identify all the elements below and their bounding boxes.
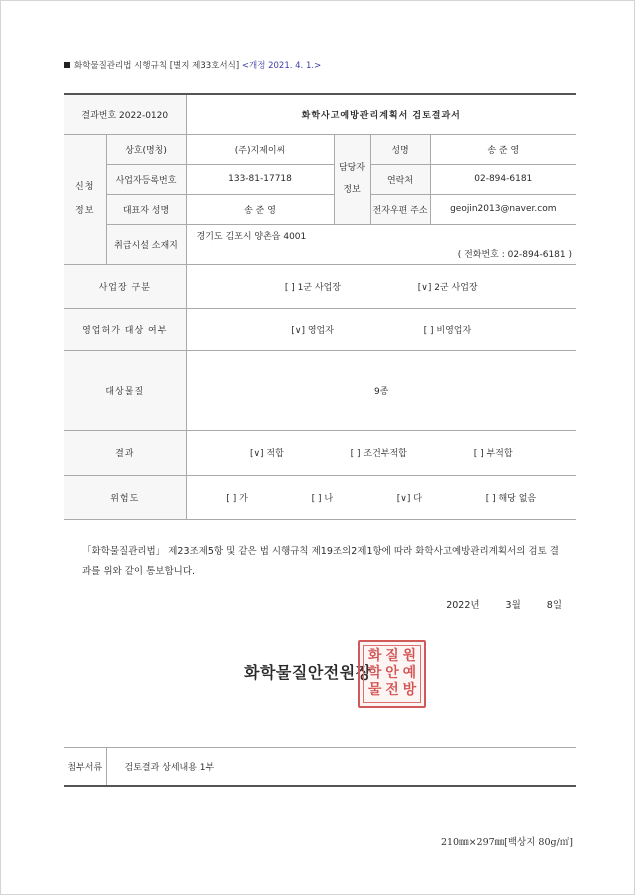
contact-name-label: 성명 xyxy=(370,134,430,164)
company-name-value: (주)지제이씨 xyxy=(186,134,334,164)
contact-phone-label: 연락처 xyxy=(370,164,430,194)
seal-glyph: 안 xyxy=(385,664,399,681)
result-option-conditional[interactable]: [ ] 조건부적합 xyxy=(350,449,407,460)
representative-label: 대표자 성명 xyxy=(106,194,186,224)
bullet-square-icon xyxy=(64,62,70,68)
official-seal xyxy=(358,640,426,708)
form-header-note xyxy=(64,59,321,71)
site-type-options xyxy=(186,264,576,308)
business-reg-label: 사업자등록번호 xyxy=(106,164,186,194)
seal-glyph: 원 xyxy=(402,647,417,664)
contact-phone-value: 02-894-6181 xyxy=(430,164,576,194)
seal-glyph: 물 xyxy=(367,682,382,699)
site-type-label: 사업장 구분 xyxy=(64,264,186,308)
seal-glyph: 방 xyxy=(402,682,417,699)
seal-glyph: 전 xyxy=(385,682,399,699)
contact-name-value: 송 준 영 xyxy=(430,134,576,164)
target-substances-label: 대상물질 xyxy=(64,351,186,431)
form-legal-reference: 화학물질관리법 시행규칙 [별지 제33호서식] xyxy=(74,61,240,71)
business-permit-label: 영업허가 대상 여부 xyxy=(64,309,186,351)
attachment-value: 검토결과 상세내용 1부 xyxy=(106,748,576,786)
seal-glyph: 질 xyxy=(385,647,399,664)
contact-section-label: 담당자 정보 xyxy=(334,134,370,224)
result-number: 결과번호 2022-0120 xyxy=(64,94,186,134)
risk-option-da[interactable]: [∨] 다 xyxy=(396,493,422,504)
target-substances-value: 9종 xyxy=(186,351,576,431)
form-title: 화학사고예방관리계획서 검토결과서 xyxy=(186,94,576,134)
facility-phone-value: ( 전화번호 : 02-894-6181 ) xyxy=(457,249,573,260)
company-name-label: 상호(명칭) xyxy=(106,134,186,164)
site-type-option-group2[interactable]: [∨] 2군 사업장 xyxy=(417,283,478,294)
notice-text: 「화학물질관리법」 제23조제5항 및 같은 법 시행규칙 제19조의2제1항에 따라 화학사고예방관리계획서의 검토 결과를 위와 같이 통보합니다. xyxy=(82,545,559,577)
attachment-label: 첨부서류 xyxy=(64,748,106,786)
risk-option-none[interactable]: [ ] 해당 없음 xyxy=(485,493,537,504)
issue-date-day: 8일 xyxy=(546,599,563,611)
business-permit-option-operator[interactable]: [∨] 영업자 xyxy=(291,326,334,337)
result-option-suitable[interactable]: [∨] 적합 xyxy=(249,449,284,460)
facility-address-value: 경기도 김포시 양촌읍 4001 xyxy=(196,231,307,242)
risk-option-ga[interactable]: [ ] 가 xyxy=(226,493,248,504)
seal-glyph: 예 xyxy=(402,664,417,681)
business-reg-value: 133-81-17718 xyxy=(186,164,334,194)
notice-section xyxy=(64,519,576,748)
issue-date-year: 2022년 xyxy=(446,599,480,611)
revision-date: <개정 2021. 4. 1.> xyxy=(241,61,322,71)
issue-date xyxy=(420,597,562,611)
seal-glyph: 학 xyxy=(367,664,382,681)
representative-value: 송 준 영 xyxy=(186,194,334,224)
risk-label: 위험도 xyxy=(64,475,186,519)
contact-email-value: geojin2013@naver.com xyxy=(430,194,576,224)
issue-date-month: 3월 xyxy=(505,599,521,611)
site-type-option-group1[interactable]: [ ] 1군 사업장 xyxy=(284,283,341,294)
review-result-form xyxy=(64,93,576,787)
issuer-name: 화학물질안전원장 xyxy=(244,662,372,682)
applicant-section-label: 신청 정보 xyxy=(64,134,106,264)
business-permit-option-non-operator[interactable]: [ ] 비영업자 xyxy=(423,326,472,337)
contact-email-label: 전자우편 주소 xyxy=(370,194,430,224)
risk-option-na[interactable]: [ ] 나 xyxy=(311,493,334,504)
result-options xyxy=(186,431,576,475)
result-option-unsuitable[interactable]: [ ] 부적합 xyxy=(473,449,513,460)
facility-address-label: 취급시설 소재지 xyxy=(106,224,186,264)
paper-spec-note: 210㎜×297㎜[백상지 80g/㎡] xyxy=(440,837,573,848)
risk-options xyxy=(186,475,576,519)
seal-glyph: 화 xyxy=(367,647,382,664)
result-label: 결과 xyxy=(64,431,186,475)
facility-address-cell xyxy=(186,224,576,264)
business-permit-options xyxy=(186,309,576,351)
